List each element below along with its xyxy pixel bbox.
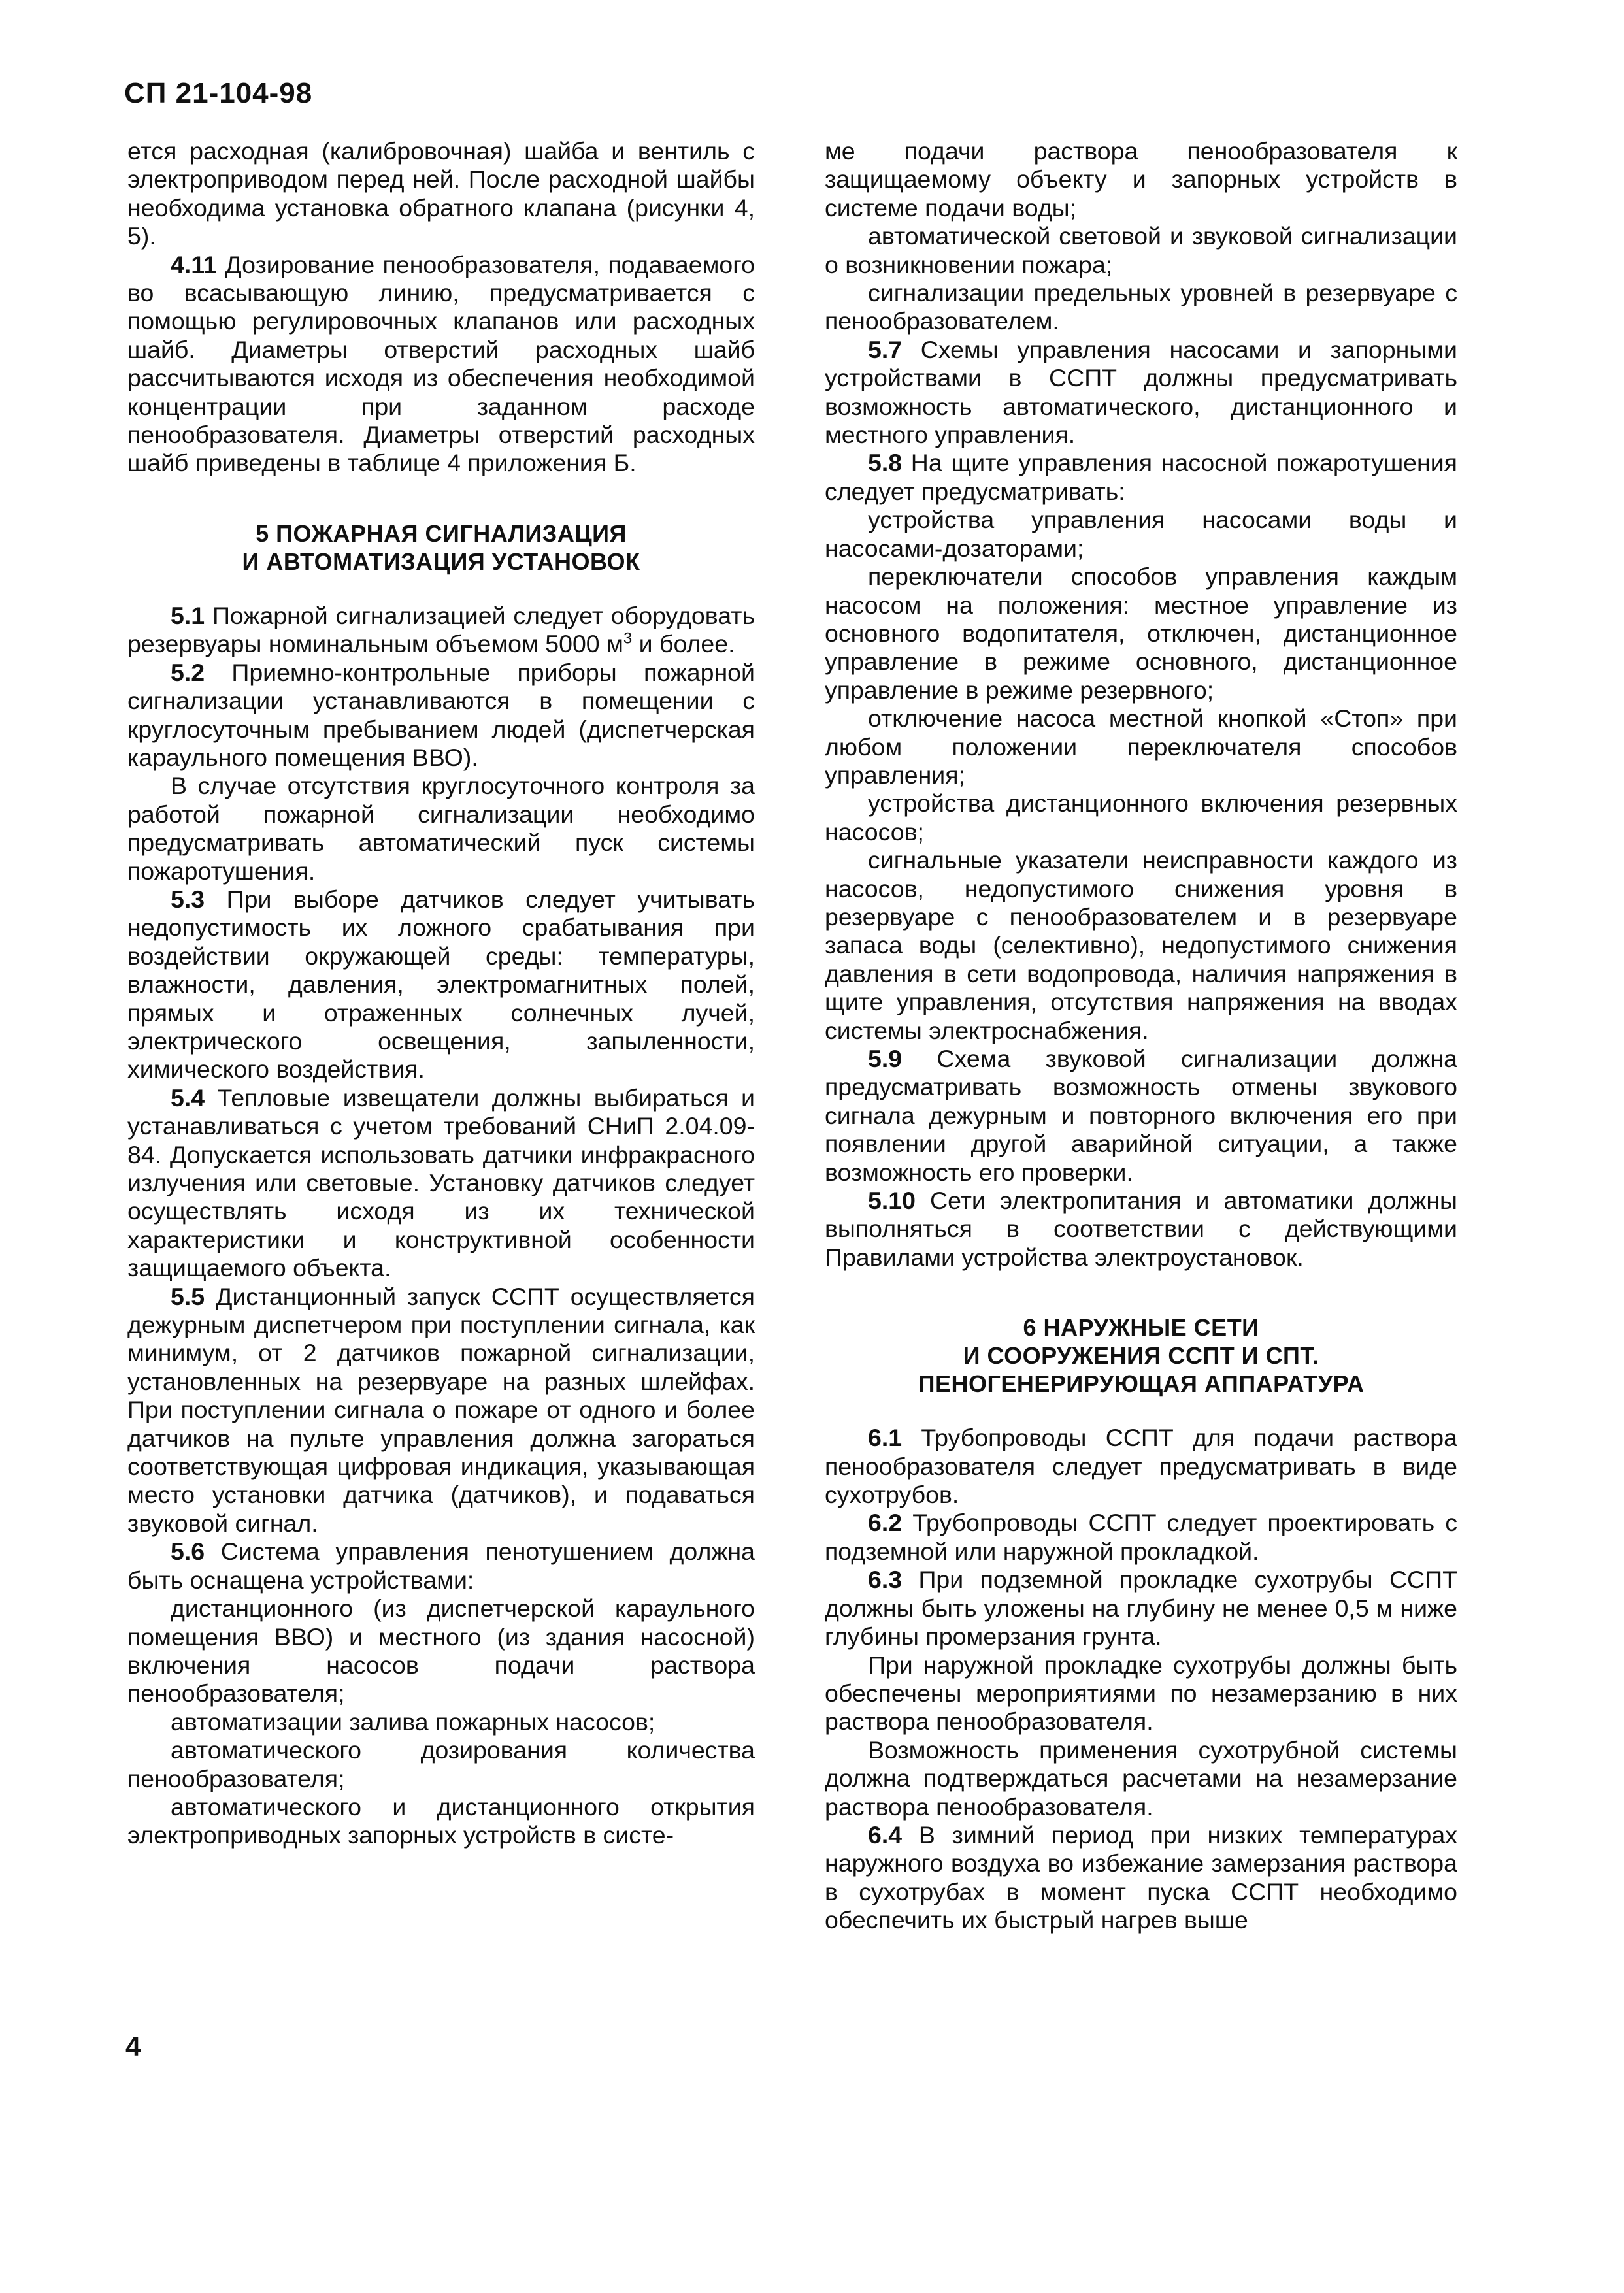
clause-text: Дистанционный запуск ССПТ осуществляется дежурным диспетчером при поступлении сигнала, как минимум, от 2 датчиков пожарной сигнализации, установленных на резервуаре на разных шлейфах. При поступлении сигнала о пожаре от одного и более датчиков на пульте управления должна загораться соответствующая цифровая индикация, указывающая место установки датчика (датчиков), и подаваться звуковой сигнал. — [127, 1282, 755, 1537]
clause-text-end: и более. — [632, 630, 735, 658]
clause-number: 6.2 — [868, 1509, 903, 1537]
superscript: 3 — [623, 629, 633, 648]
clause-text: Трубопроводы ССПТ следует проектировать с подземной или наружной прокладкой. — [825, 1509, 1457, 1565]
clause-number: 5.1 — [171, 601, 205, 629]
clause-text: Тепловые извещатели должны выбираться и устанавливаться с учетом требований СНиП 2.04.09-84. Допускается использовать датчики инфракрасного излучения или световые. Установку датчиков следует осуществлять исходя из их технической характеристики и конструктивной особенности защищаемого объекта. — [127, 1083, 755, 1282]
clause-number: 5.6 — [171, 1538, 205, 1566]
section-6-heading-line1: 6 НАРУЖНЫЕ СЕТИ — [1023, 1314, 1259, 1342]
clause-text: Приемно-контрольные приборы пожарной сигнализации устанавливаются в помещении с круглосуточным пребыванием людей (диспетчерская караульного помещения ВВО). — [127, 658, 755, 771]
clause-text: Сети электропитания и автоматики должны выполняться в соответствии с действующими Правилами устройства электроустановок. — [825, 1187, 1457, 1271]
clause-text: В зимний период при низких температурах наружного воздуха во избежание замерзания раствора в сухотрубах в момент пуска ССПТ необходимо обеспечить их быстрый нагрев выше — [825, 1821, 1457, 1934]
clause-text: Система управления пенотушением должна быть оснащена устройствами: — [127, 1538, 755, 1594]
list-item-continuation: ме подачи раствора пенообразователя к защищаемому объекту и запорных устройств в системе подачи воды; — [825, 137, 1457, 222]
paragraph-6-4 — [825, 1821, 1457, 1935]
list-item: автоматического и дистанционного открытия электроприводных запорных устройств в систе- — [127, 1792, 755, 1849]
paragraph-6-2 — [825, 1509, 1457, 1566]
clause-text: Трубопроводы ССПТ для подачи раствора пенообразователя следует предусматривать в виде сухотрубов. — [825, 1424, 1457, 1509]
paragraph-5-9 — [825, 1045, 1457, 1187]
clause-number: 5.9 — [868, 1045, 903, 1072]
clause-number: 6.3 — [868, 1566, 903, 1594]
clause-number: 5.8 — [868, 449, 903, 477]
clause-text: Дозирование пенообразователя, подаваемого во всасывающую линию, предусматривается с помощью регулировочных клапанов или расходных шайб. Диаметры отверстий расходных шайб рассчитываются исходя из обеспечения необходимой концентрации при заданном расходе пенообразователя. Диаметры отверстий расходных шайб приведены в таблице 4 приложения Б. — [127, 250, 755, 477]
list-item: переключатели способов управления каждым насосом на положения: местное управление из основного водопитателя, отключен, дистанционное управление в режиме основного, дистанционное управление в режиме резервного; — [825, 563, 1457, 704]
paragraph-6-3 — [825, 1566, 1457, 1651]
paragraph-6-3-c: Возможность применения сухотрубной системы должна подтверждаться расчетами на незамерзание раствора пенообразователя. — [825, 1736, 1457, 1821]
clause-text: При подземной прокладке сухотрубы ССПТ должны быть уложены на глубину не менее 0,5 м ниже глубины промерзания грунта. — [825, 1566, 1457, 1651]
paragraph-6-3-b: При наружной прокладке сухотрубы должны быть обеспечены мероприятиями по незамерзанию в них раствора пенообразователя. — [825, 1651, 1457, 1736]
list-item: устройства дистанционного включения резервных насосов; — [825, 789, 1457, 846]
clause-number: 6.1 — [868, 1424, 903, 1452]
paragraph-5-4 — [127, 1084, 755, 1283]
list-item: дистанционного (из диспетчерской караульного помещения ВВО) и местного (из здания насосной) включения насосов подачи раствора пенообразователя; — [127, 1594, 755, 1707]
paragraph-5-2-b: В случае отсутствия круглосуточного контроля за работой пожарной сигнализации необходимо предусматривать автоматический пуск системы пожаротушения. — [127, 772, 755, 885]
section-6-heading-line3: ПЕНОГЕНЕРИРУЮЩАЯ АППАРАТУРА — [918, 1370, 1365, 1398]
page-number: 4 — [125, 2031, 141, 2062]
clause-number: 5.5 — [171, 1282, 205, 1310]
left-column — [127, 137, 755, 1850]
document-code-header: СП 21-104-98 — [124, 77, 313, 109]
clause-text: Схемы управления насосами и запорными устройствами в ССПТ должны предусматривать возможность автоматического, дистанционного и местного управления. — [825, 335, 1457, 449]
paragraph-4-11 — [127, 251, 755, 478]
paragraph-5-8 — [825, 449, 1457, 506]
list-item: сигнальные указатели неисправности каждого из насосов, недопустимого снижения уровня в резервуаре с пенообразователем и в резервуаре запаса воды (селективно), недопустимого снижения давления в сети водопровода, наличия напряжения в щите управления, отсутствия напряжения на вводах системы электроснабжения. — [825, 846, 1457, 1044]
clause-number: 6.4 — [868, 1821, 903, 1849]
paragraph-5-2 — [127, 659, 755, 772]
paragraph-5-3 — [127, 885, 755, 1084]
clause-text: Пожарной сигнализацией следует оборудовать резервуары номинальным объемом 5000 м — [127, 601, 755, 658]
paragraph-5-10 — [825, 1187, 1457, 1272]
list-item: автоматической световой и звуковой сигнализации о возникновении пожара; — [825, 222, 1457, 278]
clause-number: 5.3 — [171, 885, 205, 913]
paragraph-6-1 — [825, 1424, 1457, 1509]
clause-text: На щите управления насосной пожаротушения следует предусматривать: — [825, 449, 1457, 505]
clause-number: 5.7 — [868, 335, 903, 363]
section-5-heading-line2: И АВТОМАТИЗАЦИЯ УСТАНОВОК — [242, 548, 640, 575]
clause-number: 5.2 — [171, 658, 205, 686]
list-item: сигнализации предельных уровней в резервуаре с пенообразователем. — [825, 279, 1457, 335]
paragraph-continuation: ется расходная (калибровочная) шайба и вентиль с электроприводом перед ней. После расходной шайбы необходима установка обратного клапана (рисунки 4, 5). — [127, 137, 755, 250]
list-item: отключение насоса местной кнопкой «Стоп» при любом положении переключателя способов управления; — [825, 704, 1457, 789]
clause-number: 4.11 — [171, 250, 217, 278]
paragraph-5-1 — [127, 602, 755, 659]
paragraph-5-6 — [127, 1538, 755, 1594]
section-6-heading-line2: И СООРУЖЕНИЯ ССПТ И СПТ. — [963, 1342, 1319, 1370]
paragraph-5-5 — [127, 1283, 755, 1538]
list-item: устройства управления насосами воды и насосами-дозаторами; — [825, 506, 1457, 562]
clause-text: Схема звуковой сигнализации должна предусматривать возможность отмены звукового сигнала дежурным и повторного включения его при появлении другой аварийной ситуации, а также возможность его проверки. — [825, 1045, 1457, 1186]
list-item: автоматического дозирования количества пенообразователя; — [127, 1736, 755, 1792]
paragraph-5-7 — [825, 336, 1457, 450]
clause-text: При выборе датчиков следует учитывать недопустимость их ложного срабатывания при воздействии окружающей среды: температуры, влажности, давления, электромагнитных полей, прямых и отраженных солнечных лучей, электрического освещения, запыленности, химического воздействия. — [127, 885, 755, 1083]
list-item: автоматизации залива пожарных насосов; — [171, 1707, 655, 1736]
right-column — [825, 137, 1457, 1935]
clause-number: 5.10 — [868, 1187, 916, 1215]
section-5-heading-line1: 5 ПОЖАРНАЯ СИГНАЛИЗАЦИЯ — [256, 520, 627, 547]
clause-number: 5.4 — [171, 1083, 205, 1112]
